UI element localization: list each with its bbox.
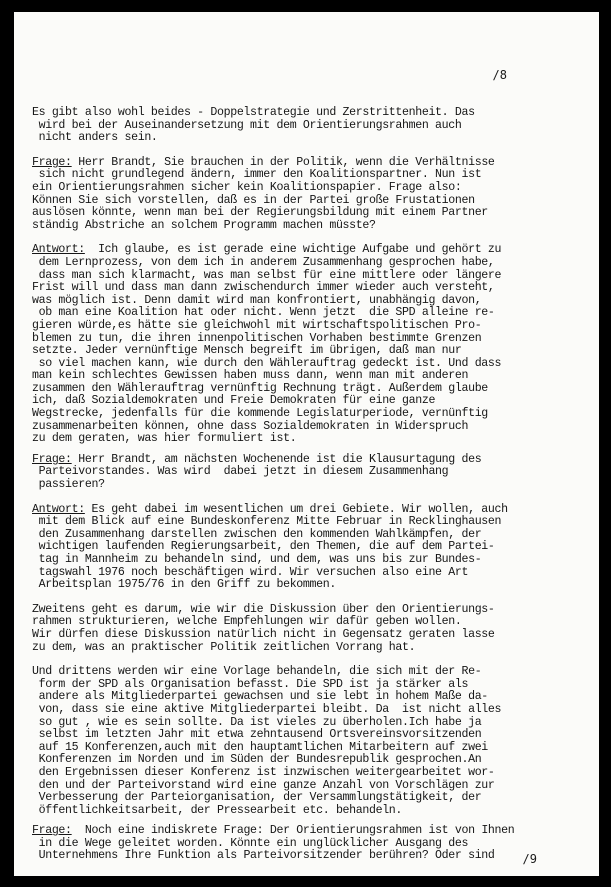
paragraph-2 [32,157,590,233]
paragraph-text: Herr Brandt, Sie brauchen in der Politik, wenn die Verhältnisse sich nicht grundlegend ändern, immer den Koalitionspartner. Nun ist ein Orientierungsrahmen sicher kein Koalitionspapier. Frage also: Können Sie sich vorstellen, daß es in der Partei große Frustationen auslösen könnte, wenn man bei der Regierungsbildung mit einem Partner ständig Abstriche an solchem Programm machen müsste? [32,155,495,232]
paragraph-8 [32,825,590,863]
paragraph-4 [32,454,590,492]
paragraph-text: Es gibt also wohl beides - Doppelstrategie und Zerstrittenheit. Das wird bei der Auseinandersetzung mit dem Orientierungsrahmen auch nicht anders sein. [32,106,475,145]
paragraph-text: Noch eine indiskrete Frage: Der Orientierungsrahmen ist von Ihnen in die Wege geleitet worden. Könnte ein unglücklicher Ausgang des Unternehmens Ihre Funktion als Parteivorsitzender berühren? Oder sind [38,824,515,863]
paragraph-text: Zweitens geht es darum, wie wir die Diskussion über den Orientierungs- rahmen strukturieren, welche Empfehlungen wir dafür geben wollen. Wir dürfen diese Diskussion natürlich nicht in Gegensatz geraten lasse zu dem, was an praktischer Politik zeitlichen Vorrang hat. [32,602,495,654]
document-page [14,12,599,876]
speaker-label: Frage: [32,824,72,838]
speaker-label: Antwort: [32,502,85,516]
paragraph-text: Und drittens werden wir eine Vorlage behandeln, die sich mit der Re- form der SPD als Organisation befasst. Die SPD ist ja stärker als andere als Mitgliederpartei gewachsen und sie lebt in hohem Maße da- von, dass sie eine aktive Mitgliederpartei bleibt. Da ist nicht alles so gut , wie es sein sollte. Da ist vieles zu überholen.Ich habe ja selbst im letzten Jahr mit etwa zehntausend Ortsvereinsvorsitzenden auf 15 Konferenzen,auch mit den hauptamtlichen Mitarbeitern auf zwei Konferenzen im Norden und im Süden der Bundesrepublik gesprochen.An den Ergebnissen dieser Konferenz ist inzwischen weitergearbeitet wor- den und der Parteivorstand wird eine ganze Anzahl von Vorschlägen zur Verbesserung der Parteiorganisation, der Versammlungstätigkeit, der öffentlichkeitsarbeit, der Pressearbeit etc. behandeln. [32,665,502,817]
document-body [32,107,590,875]
page-number-top: /8 [492,68,507,82]
paragraph-5 [32,504,590,592]
paragraph-7 [32,666,590,817]
paragraph-text: Herr Brandt, am nächsten Wochenende ist die Klausurtagung des Parteivorstandes. Was wird dabei jetzt in diesem Zusammenhang passieren? [38,452,482,492]
paragraph-text: Ich glaube, es ist gerade eine wichtige Aufgabe und gehört zu dem Lernprozess, von dem ich in anderem Zusammenhang gesprochen habe, dass man sich klarmacht, was man selbst für eine mittlere oder längere Frist will und dass man dann zwischendurch immer wieder auch versteht, was möglich ist. Denn damit wird man konfrontiert, unabhängig davon, ob man eine Koalition hat oder nicht. Wenn jetzt die SPD alleine re- gieren würde,es hätte sie gleichwohl mit wirtschaftspolitischen Pro- blemen zu tun, die ihren innenpolitischen Vorhaben bestimmte Grenzen setzte. Jeder vernünftige Mensch begreift im übrigen, daß man nur so viel machen kann, wie durch den Wählerauftrag gedeckt ist. Und dass man kein schlechtes Gewissen haben muss dann, wenn man mit anderen zusammen den Wählerauftrag vernünftig Rechnung trägt. Außerdem glaube ich, daß Sozialdemokraten und Freie Demokraten für eine ganze Wegstrecke, jedenfalls für die kommende Legislaturperiode, vernünftig zusammenarbeiten können, ohne dass Sozialdemokraten in Widerspruch zu dem geraten, was hier formuliert ist. [32,243,502,446]
page-number-bottom: /9 [522,852,537,866]
paragraph-text: Es geht dabei im wesentlichen um drei Gebiete. Wir wollen, auch mit dem Blick auf eine Bundeskonferenz Mitte Februar in Recklinghausen den Zusammenhang darstellen zwischen den kommenden Wahlkämpfen, der wichtigen laufenden Regierungsarbeit, den Themen, die auf dem Partei- tag in Mannheim zu behandeln sind, und dem, was uns bis zur Bundes- tagswahl 1976 noch beschäftigen wird. Wir versuchen also eine Art Arbeitsplan 1975/76 in den Griff zu bekommen. [38,502,508,592]
speaker-label: Antwort: [32,243,85,257]
speaker-label: Frage: [32,155,72,169]
paragraph-3 [32,244,590,446]
paragraph-6 [32,604,590,654]
paragraph-1 [32,107,590,145]
speaker-label: Frage: [32,452,72,466]
